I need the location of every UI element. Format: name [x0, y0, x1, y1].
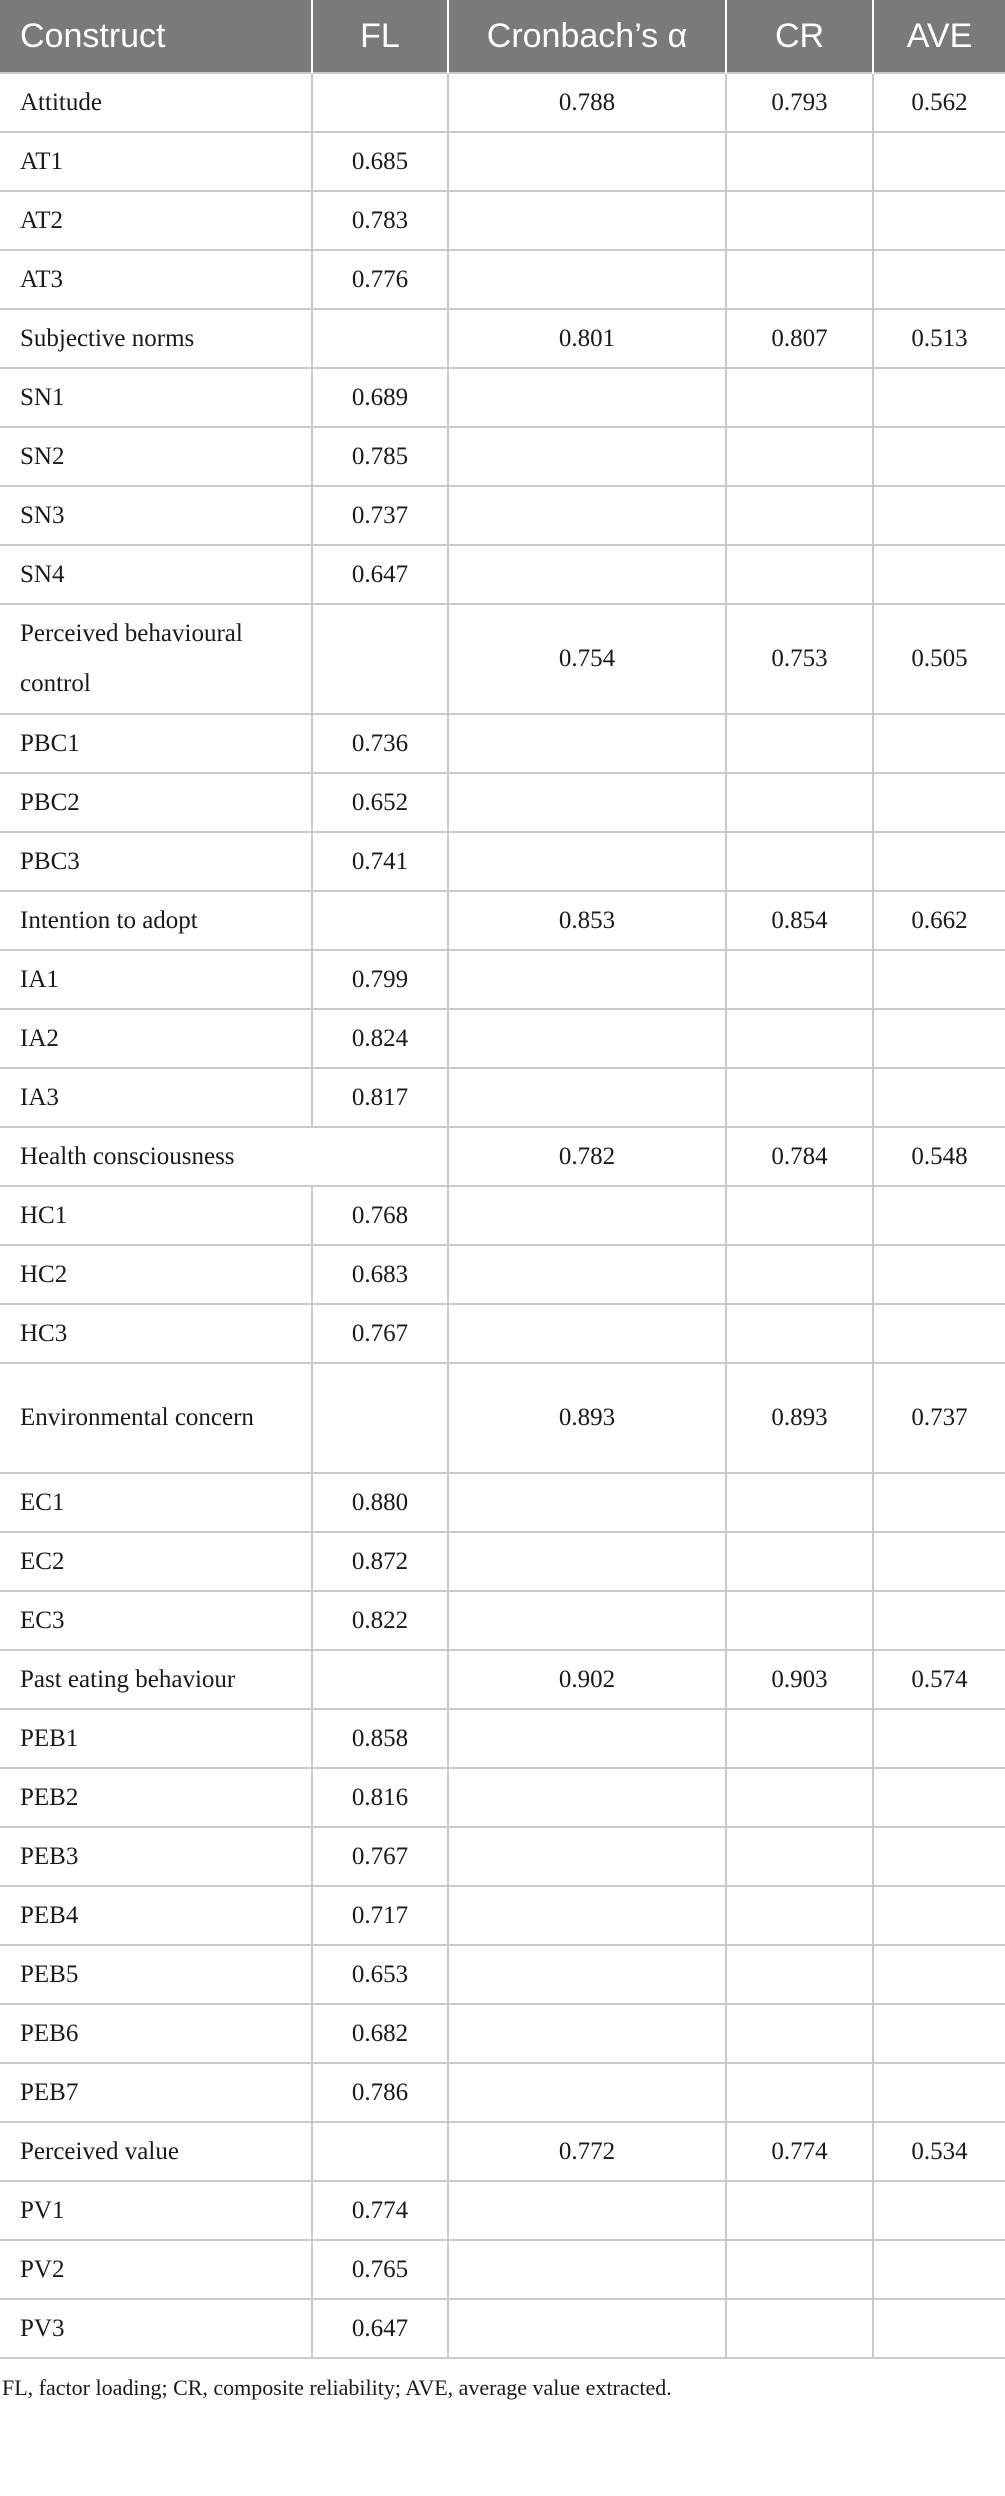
table-row — [0, 545, 1005, 604]
alpha-cell — [448, 427, 726, 486]
fl-cell: 0.683 — [312, 1245, 448, 1304]
construct-cell: Subjective norms — [0, 309, 312, 368]
cr-cell — [726, 1945, 873, 2004]
header-construct: Construct — [0, 0, 312, 73]
construct-cell: Perceived value — [0, 2122, 312, 2181]
table-row — [0, 950, 1005, 1009]
construct-cell: PBC2 — [0, 773, 312, 832]
fl-cell: 0.689 — [312, 368, 448, 427]
fl-cell: 0.647 — [312, 545, 448, 604]
construct-cell: PBC3 — [0, 832, 312, 891]
cr-cell: 0.793 — [726, 73, 873, 132]
table-row — [0, 73, 1005, 132]
fl-cell: 0.741 — [312, 832, 448, 891]
construct-cell: AT1 — [0, 132, 312, 191]
alpha-cell — [448, 1304, 726, 1363]
table-body — [0, 73, 1005, 2358]
ave-cell — [873, 191, 1005, 250]
fl-cell: 0.768 — [312, 1186, 448, 1245]
ave-cell — [873, 950, 1005, 1009]
alpha-cell — [448, 1591, 726, 1650]
construct-cell: PV1 — [0, 2181, 312, 2240]
table-row — [0, 604, 1005, 714]
cr-cell — [726, 1591, 873, 1650]
cr-cell — [726, 191, 873, 250]
ave-cell — [873, 832, 1005, 891]
construct-cell: SN3 — [0, 486, 312, 545]
ave-cell — [873, 1473, 1005, 1532]
fl-cell: 0.736 — [312, 714, 448, 773]
fl-cell: 0.880 — [312, 1473, 448, 1532]
fl-cell — [312, 309, 448, 368]
ave-cell: 0.662 — [873, 891, 1005, 950]
cr-cell — [726, 427, 873, 486]
fl-cell: 0.785 — [312, 427, 448, 486]
alpha-cell — [448, 1886, 726, 1945]
table-row — [0, 191, 1005, 250]
fl-cell — [312, 73, 448, 132]
alpha-cell — [448, 832, 726, 891]
fl-cell: 0.653 — [312, 1945, 448, 2004]
ave-cell — [873, 2004, 1005, 2063]
alpha-cell — [448, 1532, 726, 1591]
table-row — [0, 309, 1005, 368]
construct-cell: SN1 — [0, 368, 312, 427]
fl-cell: 0.765 — [312, 2240, 448, 2299]
cr-cell — [726, 832, 873, 891]
construct-cell: EC1 — [0, 1473, 312, 1532]
cr-cell — [726, 714, 873, 773]
table-row — [0, 1827, 1005, 1886]
header-ave: AVE — [873, 0, 1005, 73]
ave-cell — [873, 2299, 1005, 2358]
alpha-cell — [448, 2004, 726, 2063]
cr-cell — [726, 1709, 873, 1768]
ave-cell: 0.737 — [873, 1363, 1005, 1473]
table-row — [0, 486, 1005, 545]
alpha-cell: 0.902 — [448, 1650, 726, 1709]
ave-cell — [873, 486, 1005, 545]
construct-cell: PEB4 — [0, 1886, 312, 1945]
ave-cell — [873, 1532, 1005, 1591]
table-row — [0, 132, 1005, 191]
construct-cell: Health consciousness — [0, 1127, 448, 1186]
ave-cell — [873, 1886, 1005, 1945]
fl-cell: 0.816 — [312, 1768, 448, 1827]
fl-cell: 0.717 — [312, 1886, 448, 1945]
fl-cell: 0.767 — [312, 1304, 448, 1363]
construct-cell: IA2 — [0, 1009, 312, 1068]
cr-cell — [726, 2004, 873, 2063]
fl-cell: 0.685 — [312, 132, 448, 191]
ave-cell — [873, 1591, 1005, 1650]
fl-cell: 0.783 — [312, 191, 448, 250]
alpha-cell — [448, 2240, 726, 2299]
cr-cell — [726, 2299, 873, 2358]
fl-cell — [312, 1363, 448, 1473]
ave-cell: 0.548 — [873, 1127, 1005, 1186]
alpha-cell — [448, 486, 726, 545]
ave-cell — [873, 714, 1005, 773]
table-row — [0, 2122, 1005, 2181]
alpha-cell — [448, 1709, 726, 1768]
alpha-cell — [448, 545, 726, 604]
alpha-cell — [448, 773, 726, 832]
alpha-cell — [448, 2181, 726, 2240]
cr-cell: 0.903 — [726, 1650, 873, 1709]
cr-cell — [726, 2240, 873, 2299]
construct-cell: SN4 — [0, 545, 312, 604]
construct-cell: Environmental concern — [0, 1363, 312, 1473]
alpha-cell — [448, 1009, 726, 1068]
table-footnote: FL, factor loading; CR, composite reliability; AVE, average value extracted. — [2, 2375, 672, 2400]
cr-cell — [726, 1068, 873, 1127]
table-row — [0, 1532, 1005, 1591]
cr-cell — [726, 1245, 873, 1304]
ave-cell — [873, 1827, 1005, 1886]
ave-cell — [873, 1245, 1005, 1304]
table-row — [0, 1009, 1005, 1068]
ave-cell — [873, 132, 1005, 191]
construct-cell: PEB1 — [0, 1709, 312, 1768]
construct-cell: AT3 — [0, 250, 312, 309]
ave-cell — [873, 1768, 1005, 1827]
cr-cell — [726, 1532, 873, 1591]
table-header — [0, 0, 1005, 73]
construct-cell: Past eating behaviour — [0, 1650, 312, 1709]
alpha-cell — [448, 2063, 726, 2122]
alpha-cell — [448, 1827, 726, 1886]
construct-cell: EC3 — [0, 1591, 312, 1650]
header-cronbach-alpha: Cronbach’s α — [448, 0, 726, 73]
fl-cell — [312, 1650, 448, 1709]
construct-cell: PEB5 — [0, 1945, 312, 2004]
alpha-cell: 0.853 — [448, 891, 726, 950]
table-row — [0, 1768, 1005, 1827]
table-row — [0, 1245, 1005, 1304]
construct-cell: PEB7 — [0, 2063, 312, 2122]
header-fl: FL — [312, 0, 448, 73]
construct-cell: PEB2 — [0, 1768, 312, 1827]
alpha-cell — [448, 250, 726, 309]
cr-cell — [726, 773, 873, 832]
fl-cell: 0.822 — [312, 1591, 448, 1650]
cr-cell: 0.774 — [726, 2122, 873, 2181]
cr-cell: 0.784 — [726, 1127, 873, 1186]
table-row — [0, 427, 1005, 486]
fl-cell: 0.767 — [312, 1827, 448, 1886]
fl-cell — [312, 604, 448, 714]
construct-cell: HC3 — [0, 1304, 312, 1363]
table-row — [0, 1945, 1005, 2004]
table-row — [0, 2299, 1005, 2358]
table-row — [0, 891, 1005, 950]
alpha-cell: 0.801 — [448, 309, 726, 368]
table-row — [0, 1363, 1005, 1473]
cr-cell — [726, 1186, 873, 1245]
table-row — [0, 2181, 1005, 2240]
ave-cell: 0.534 — [873, 2122, 1005, 2181]
ave-cell — [873, 545, 1005, 604]
cr-cell — [726, 486, 873, 545]
ave-cell — [873, 1304, 1005, 1363]
construct-cell: Intention to adopt — [0, 891, 312, 950]
alpha-cell: 0.772 — [448, 2122, 726, 2181]
construct-cell: PEB3 — [0, 1827, 312, 1886]
alpha-cell — [448, 132, 726, 191]
ave-cell — [873, 2240, 1005, 2299]
header-cr: CR — [726, 0, 873, 73]
cr-cell: 0.807 — [726, 309, 873, 368]
cr-cell — [726, 1768, 873, 1827]
cr-cell — [726, 950, 873, 1009]
fl-cell: 0.647 — [312, 2299, 448, 2358]
fl-cell: 0.682 — [312, 2004, 448, 2063]
fl-cell: 0.737 — [312, 486, 448, 545]
table-row — [0, 2004, 1005, 2063]
fl-cell: 0.858 — [312, 1709, 448, 1768]
alpha-cell — [448, 950, 726, 1009]
cr-cell — [726, 2181, 873, 2240]
cr-cell: 0.753 — [726, 604, 873, 714]
table-row — [0, 1473, 1005, 1532]
alpha-cell: 0.893 — [448, 1363, 726, 1473]
table-row — [0, 773, 1005, 832]
construct-cell: AT2 — [0, 191, 312, 250]
alpha-cell: 0.788 — [448, 73, 726, 132]
alpha-cell — [448, 714, 726, 773]
fl-cell: 0.776 — [312, 250, 448, 309]
cr-cell — [726, 250, 873, 309]
table-row — [0, 1127, 1005, 1186]
construct-cell: PEB6 — [0, 2004, 312, 2063]
table-row — [0, 368, 1005, 427]
ave-cell — [873, 1945, 1005, 2004]
ave-cell — [873, 1186, 1005, 1245]
alpha-cell: 0.754 — [448, 604, 726, 714]
table-row — [0, 1709, 1005, 1768]
ave-cell — [873, 1709, 1005, 1768]
ave-cell: 0.562 — [873, 73, 1005, 132]
cr-cell — [726, 2063, 873, 2122]
construct-cell: PV2 — [0, 2240, 312, 2299]
ave-cell: 0.513 — [873, 309, 1005, 368]
table-row — [0, 832, 1005, 891]
table-row — [0, 1886, 1005, 1945]
table-row — [0, 1304, 1005, 1363]
construct-cell: PV3 — [0, 2299, 312, 2358]
construct-cell: Attitude — [0, 73, 312, 132]
fl-cell: 0.824 — [312, 1009, 448, 1068]
construct-cell: SN2 — [0, 427, 312, 486]
fl-cell: 0.774 — [312, 2181, 448, 2240]
construct-cell: HC2 — [0, 1245, 312, 1304]
cr-cell: 0.893 — [726, 1363, 873, 1473]
table-row — [0, 1186, 1005, 1245]
fl-cell: 0.652 — [312, 773, 448, 832]
fl-cell — [312, 2122, 448, 2181]
construct-cell: Perceived behavioural control — [0, 604, 312, 714]
alpha-cell — [448, 191, 726, 250]
cr-cell — [726, 545, 873, 604]
ave-cell — [873, 250, 1005, 309]
fl-cell — [312, 891, 448, 950]
construct-cell: IA1 — [0, 950, 312, 1009]
table-row — [0, 250, 1005, 309]
alpha-cell — [448, 2299, 726, 2358]
alpha-cell — [448, 1945, 726, 2004]
ave-cell: 0.505 — [873, 604, 1005, 714]
table-row — [0, 1591, 1005, 1650]
fl-cell: 0.786 — [312, 2063, 448, 2122]
ave-cell — [873, 2063, 1005, 2122]
cr-cell — [726, 132, 873, 191]
ave-cell: 0.574 — [873, 1650, 1005, 1709]
cr-cell — [726, 1473, 873, 1532]
construct-cell: HC1 — [0, 1186, 312, 1245]
alpha-cell — [448, 1245, 726, 1304]
table-row — [0, 2240, 1005, 2299]
ave-cell — [873, 773, 1005, 832]
table-row — [0, 2063, 1005, 2122]
cr-cell — [726, 1304, 873, 1363]
alpha-cell: 0.782 — [448, 1127, 726, 1186]
header-row — [0, 0, 1005, 73]
table-row — [0, 1650, 1005, 1709]
alpha-cell — [448, 1473, 726, 1532]
construct-cell: PBC1 — [0, 714, 312, 773]
fl-cell: 0.817 — [312, 1068, 448, 1127]
ave-cell — [873, 427, 1005, 486]
fl-cell: 0.799 — [312, 950, 448, 1009]
cr-cell: 0.854 — [726, 891, 873, 950]
cr-cell — [726, 1009, 873, 1068]
ave-cell — [873, 1009, 1005, 1068]
construct-cell: EC2 — [0, 1532, 312, 1591]
cr-cell — [726, 1827, 873, 1886]
ave-cell — [873, 2181, 1005, 2240]
alpha-cell — [448, 1768, 726, 1827]
ave-cell — [873, 1068, 1005, 1127]
alpha-cell — [448, 1186, 726, 1245]
construct-cell: IA3 — [0, 1068, 312, 1127]
table-row — [0, 714, 1005, 773]
fl-cell: 0.872 — [312, 1532, 448, 1591]
table-row — [0, 1068, 1005, 1127]
ave-cell — [873, 368, 1005, 427]
cr-cell — [726, 368, 873, 427]
alpha-cell — [448, 1068, 726, 1127]
cr-cell — [726, 1886, 873, 1945]
alpha-cell — [448, 368, 726, 427]
